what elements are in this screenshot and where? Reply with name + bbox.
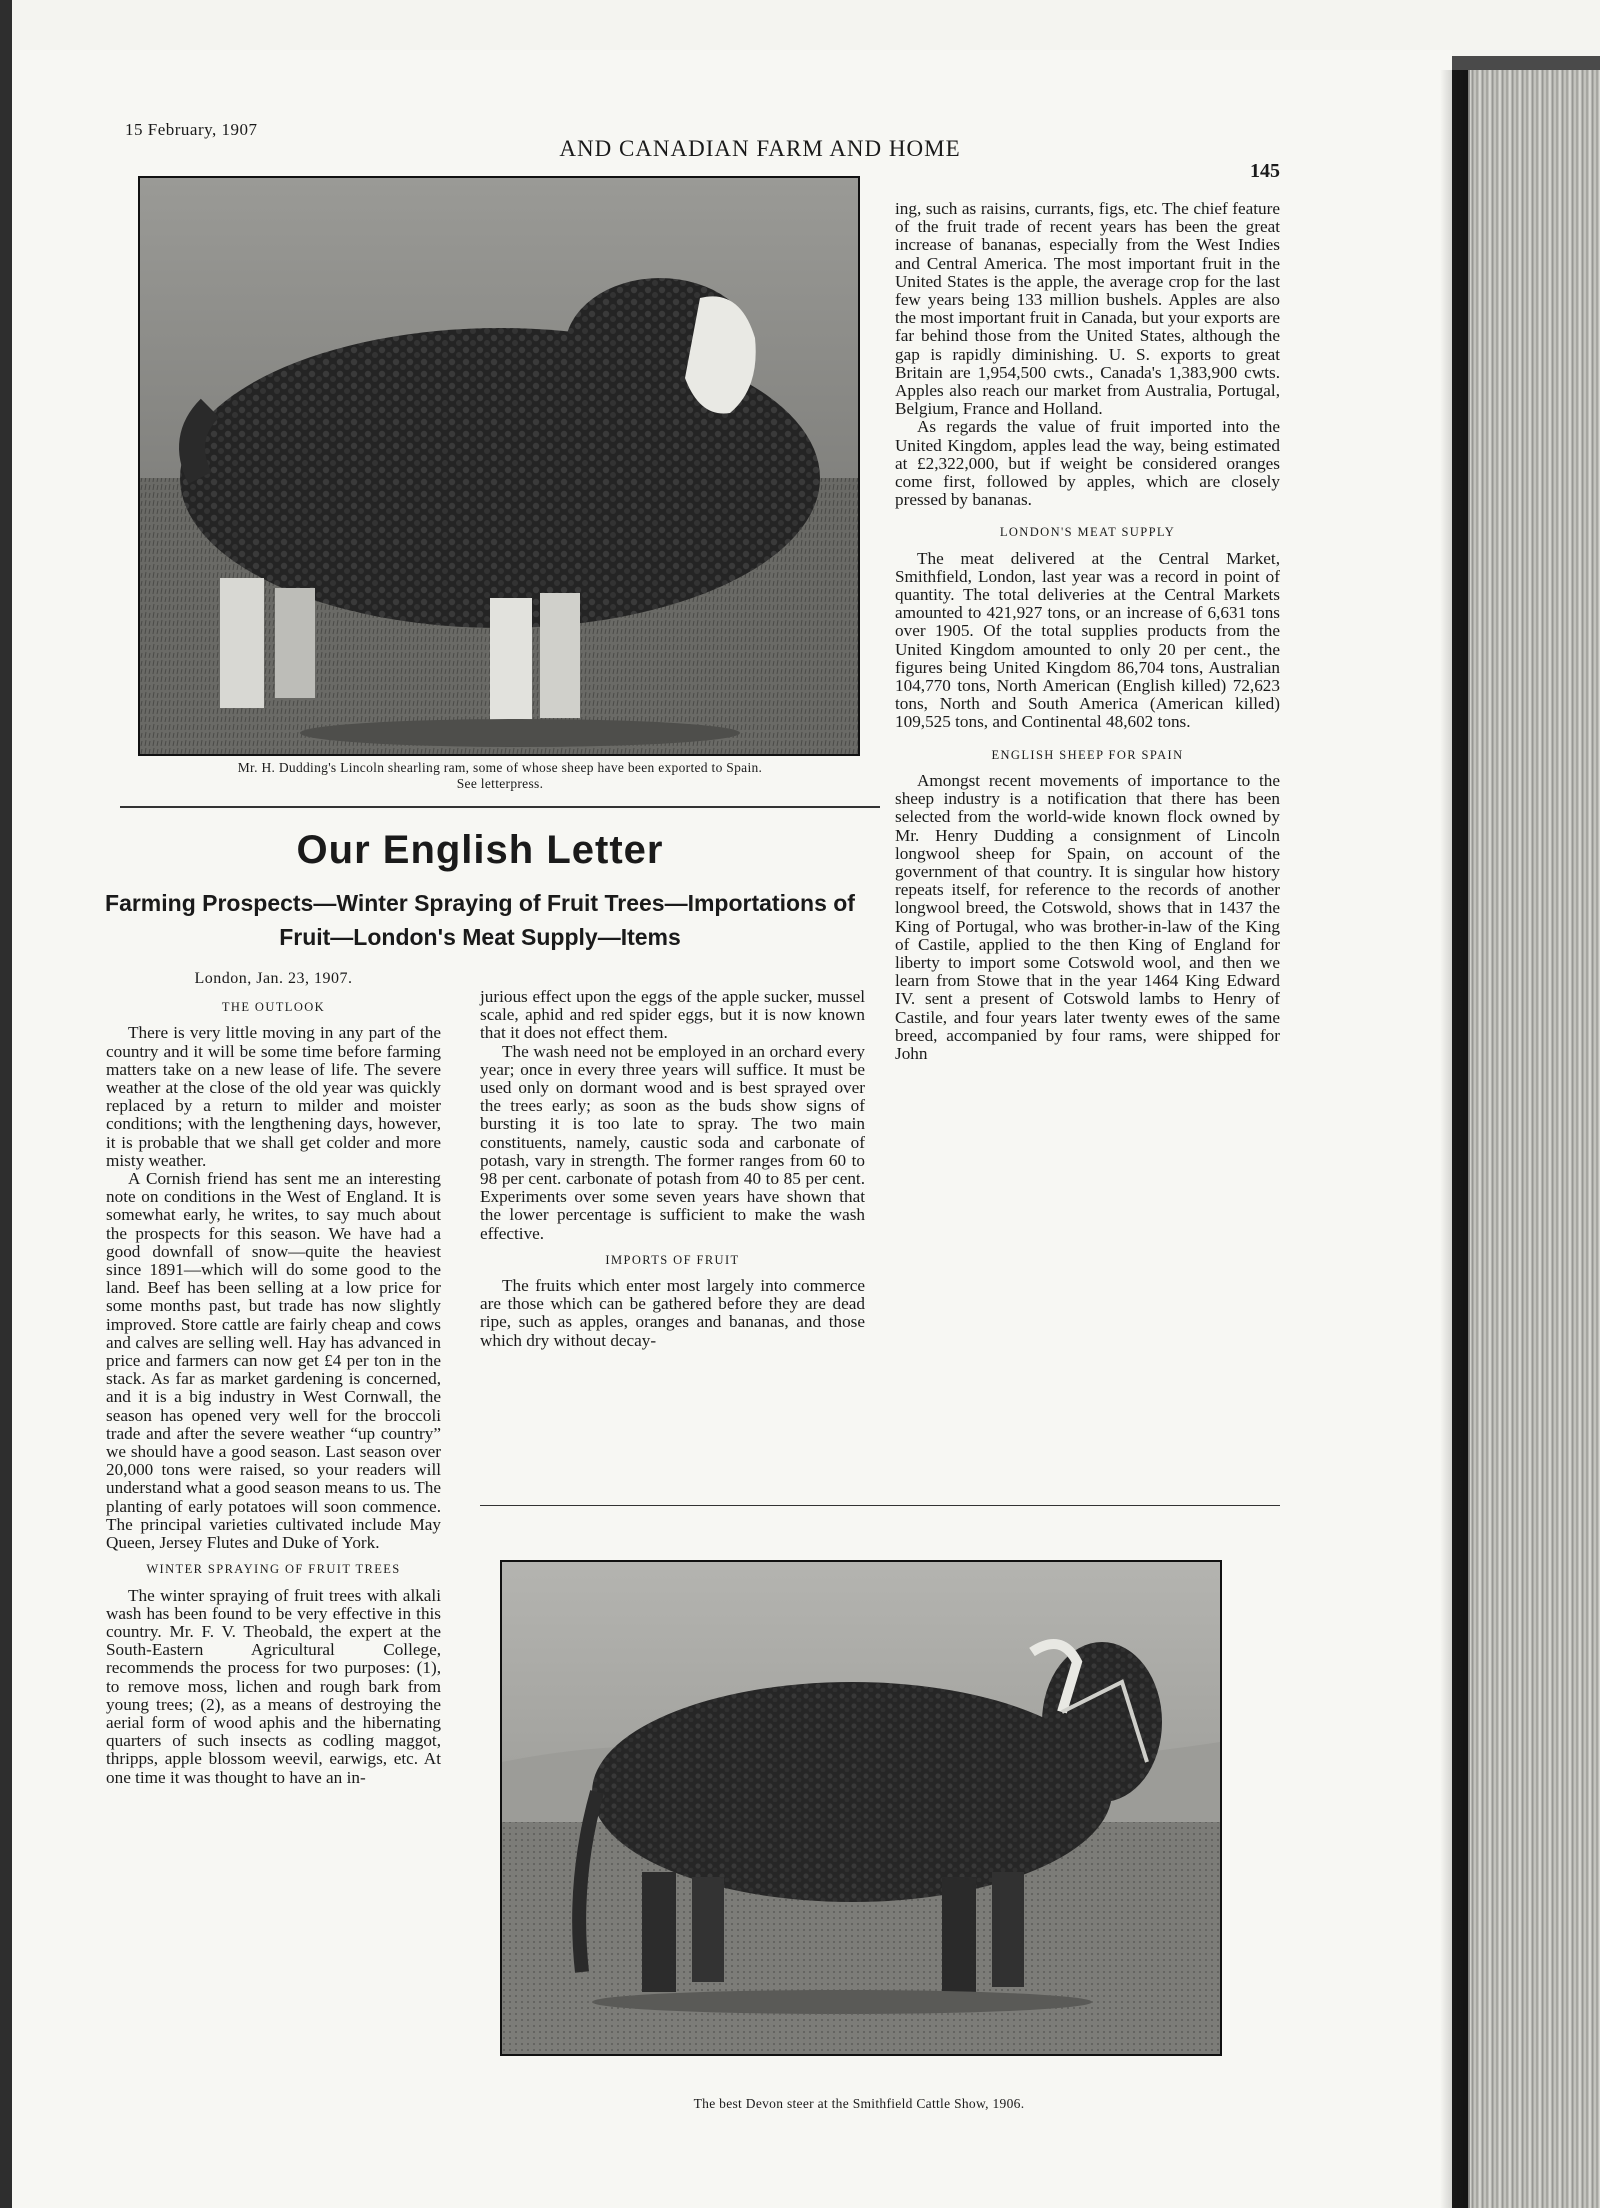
- paragraph: Amongst recent movements of importance to the sheep industry is a notification that there has been selected from the world-wide known flock owned by Mr. Henry Dudding a consignment of Lincoln longwool sheep for Spain, on account of the government of that country. It is singular how history repeats itself, for reference to the records of another longwool breed, the Cotswold, shows that in 1437 the King of Portugal, who was brother-in-law of the King of Castile, applied to the then King of England for liberty to import some Cotswold wool, and then we learn from Stowe that in the year 1464 King Edward IV. sent a present of Cotswold lambs to Henry of Castile, and four years later twenty ewes of the same breed, accompanied by four rams, were shipped for John: [895, 770, 1280, 1063]
- ram-caption-line2: See letterpress.: [456, 776, 544, 791]
- ram-caption-line1: Mr. H. Dudding's Lincoln shearling ram, some of whose sheep have been exported to Spain.: [237, 760, 763, 775]
- page-number: 145: [1250, 160, 1280, 182]
- heading-english-sheep-for-spain: ENGLISH SHEEP FOR SPAIN: [991, 747, 1184, 762]
- page-curl-shadow: [1440, 70, 1470, 2208]
- steer-caption: The best Devon steer at the Smithfield Cattle Show, 1906.: [693, 2096, 1025, 2111]
- steer-photo: [500, 1560, 1222, 2056]
- heading-winter-spraying: WINTER SPRAYING OF FRUIT TREES: [146, 1562, 401, 1577]
- paragraph: The winter spraying of fruit trees with alkali wash has been found to be very effective in this country. Mr. F. V. Theobald, the expert at the South-Eastern Agricultural College, recommends the process for two purposes: (1), to remove moss, lichen and rough bark from young trees; (2), as a means of destroying the aerial form of wood aphis and the hibernating quarters of such insects as codling maggot, thripps, apple blossom weevil, earwigs, etc. At one time it was thought to have an in-: [106, 1585, 441, 1787]
- ram-photo: [138, 176, 860, 756]
- paragraph: There is very little moving in any part of the country and it will be some time before farming matters take on a new lease of life. The severe weather at the close of the old year was quickly replaced by a return to milder and moister conditions; with the lengthening days, however, it is probable that we shall get colder and more misty weather.: [106, 1023, 441, 1170]
- steer-photo-rule: [480, 1505, 1280, 1506]
- column-1: [106, 970, 441, 1787]
- paragraph: jurious effect upon the eggs of the apple sucker, mussel scale, aphid and red spider eggs, but it is now known that it does not effect them.: [480, 987, 865, 1043]
- paragraph: The fruits which enter most largely into commerce are those which can be gathered before they are dead ripe, such as apples, oranges and bananas, and those which dry without decay-: [480, 1276, 865, 1350]
- title-rule: [120, 806, 880, 808]
- column-3: [895, 200, 1280, 1063]
- article-subtitle: Farming Prospects—Winter Spraying of Fruit Trees—Importations of Fruit—London's Meat Supply—Items: [105, 890, 855, 950]
- heading-imports-of-fruit: IMPORTS OF FRUIT: [605, 1252, 740, 1267]
- column-2: [480, 988, 865, 1350]
- scanner-background-left: [0, 0, 12, 2208]
- ram-illustration: [140, 178, 858, 754]
- heading-outlook: THE OUTLOOK: [221, 1000, 326, 1015]
- paragraph: A Cornish friend has sent me an interesting note on conditions in the West of England. It is somewhat early, he writes, to say much about the prospects for this season. We have had a good downfall of snow—quite the heaviest since 1891—which will do some good to the land. Beef has been selling at a low price for some months past, but trade has now slightly improved. Store cattle are fairly cheap and cows and calves are selling well. Hay has advanced in price and farmers can now get £4 per ton in the stack. As far as market gardening is concerned, and it is a big industry in West Cornwall, the season has opened very well for the broccoli trade and after the severe weather “up country” we should have a good season. Last season over 20,000 tons were raised, so your readers will understand what a good season means to us. The planting of early potatoes will soon commence. The principal varieties cultivated include May Queen, Jersey Flutes and Duke of York.: [106, 1169, 441, 1553]
- heading-londons-meat-supply: LONDON'S MEAT SUPPLY: [999, 525, 1176, 540]
- book-page-edges: [1452, 70, 1600, 2208]
- paragraph: As regards the value of fruit imported into the United Kingdom, apples lead the way, being estimated at £2,322,000, but if weight be considered oranges come first, followed by apples, which are closely pressed by bananas.: [895, 417, 1280, 510]
- paragraph: The meat delivered at the Central Market, Smithfield, London, last year was a record in point of quantity. The total deliveries at the Central Markets amounted to 421,927 tons, or an increase of 6,631 tons over 1905. Of the total supplies products from the United Kingdom amounted to only 20 per cent., the figures being United Kingdom 86,704 tons, Australian 104,770 tons, North American (English killed) 72,623 tons, North and South America (American killed) 109,525 tons, and Continental 48,602 tons.: [895, 548, 1280, 732]
- issue-date: 15 February, 1907: [125, 120, 258, 139]
- paragraph: ing, such as raisins, currants, figs, etc. The chief feature of the fruit trade of recent years has been the great increase of bananas, especially from the West Indies and Central America. The most important fruit in the United States is the apple, the average crop for the last few years being 133 million bushels. Apples are also the most important fruit in Canada, but your exports are far behind those from the United States, although the gap is rapidly diminishing. U. S. exports to great Britain are 1,954,500 cwts., Canada's 1,383,900 cwts. Apples also reach our market from Australia, Portugal, Belgium, France and Holland.: [895, 199, 1280, 419]
- publication-title: AND CANADIAN FARM AND HOME: [559, 136, 961, 161]
- dateline: London, Jan. 23, 1907.: [194, 970, 353, 987]
- ram-caption: [120, 760, 880, 792]
- steer-illustration: [502, 1562, 1220, 2054]
- article-title: Our English Letter: [296, 828, 664, 872]
- paragraph: The wash need not be employed in an orchard every year; once in every three years will suffice. It must be used only on dormant wood and is best sprayed over the trees early; as soon as the buds show signs of bursting it is too late to spray. The two main constituents, namely, caustic soda and carbonate of potash, vary in strength. The former ranges from 60 to 98 per cent. carbonate of potash from 40 to 85 per cent. Experiments over some seven years have shown that the lower percentage is sufficient to make the wash effective.: [480, 1041, 865, 1243]
- scanner-background-top: [0, 0, 1600, 56]
